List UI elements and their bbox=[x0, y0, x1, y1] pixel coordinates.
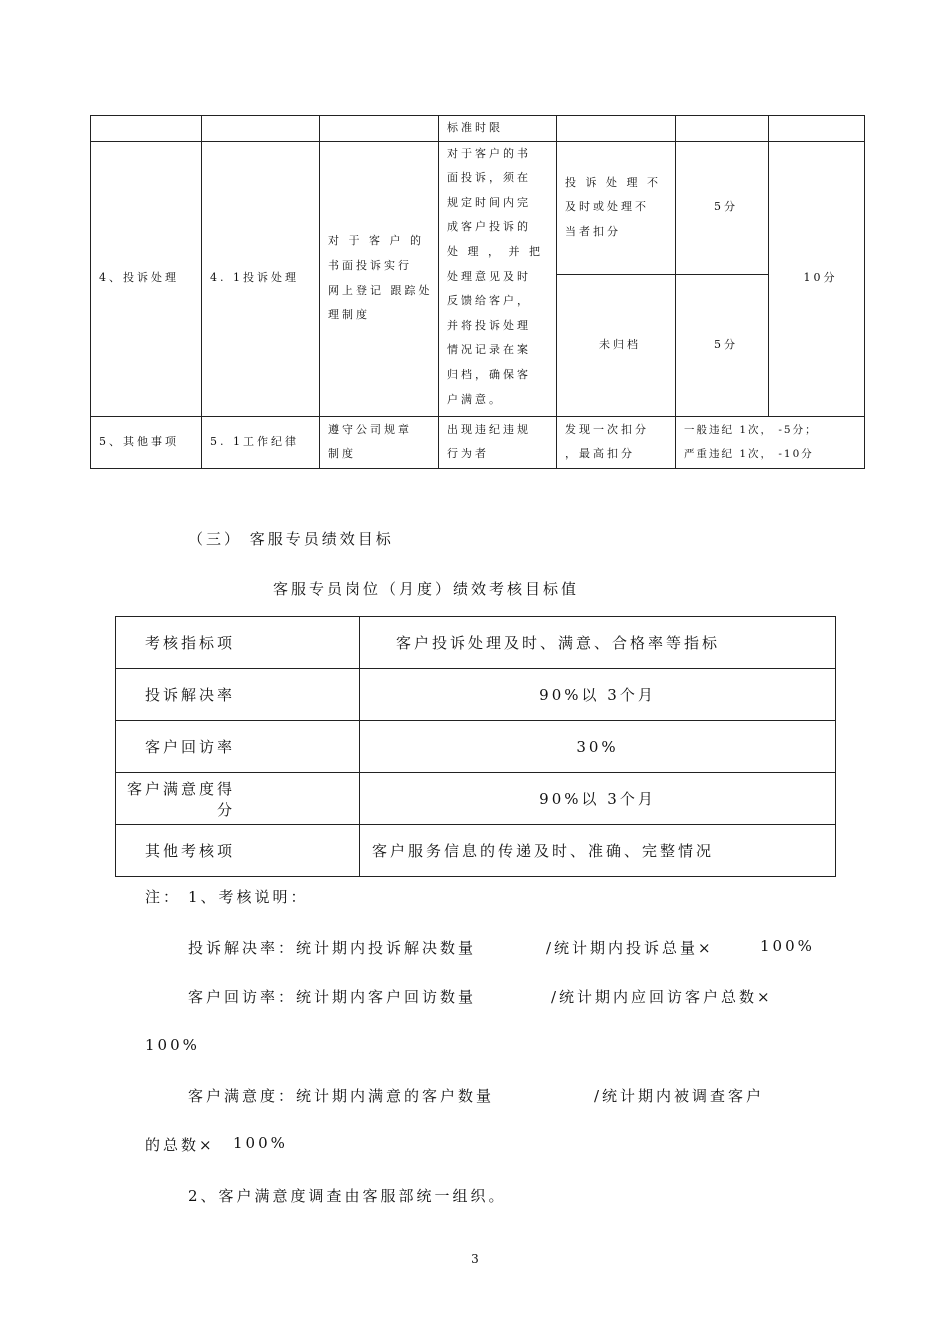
formula-satisfaction-cont: 的总数× bbox=[145, 1136, 215, 1154]
cell-penalty-serious: 严重违纪 1次， -10分 bbox=[684, 448, 814, 461]
criteria-table bbox=[90, 115, 865, 469]
table-row bbox=[91, 141, 865, 274]
formula-satisfaction-percent: 100% bbox=[233, 1134, 288, 1152]
cell-deduct-rule-b: 未归档 bbox=[599, 337, 641, 351]
table-row bbox=[91, 116, 865, 142]
formula-satisfaction-left: 客户满意度：统计期内满意的客户数量 bbox=[188, 1087, 495, 1105]
target-value: 90%以 3个月 bbox=[360, 773, 836, 825]
cell-deduct-discipline: 发现一次扣分 ，最高扣分 bbox=[565, 422, 649, 461]
formula-resolution-right: 100% bbox=[760, 937, 815, 955]
page-number: 3 bbox=[471, 1252, 479, 1266]
target-value: 90%以 3个月 bbox=[360, 669, 836, 721]
table-row bbox=[116, 617, 836, 669]
target-label: 投诉解决率 bbox=[116, 669, 360, 721]
note-item-1: 1、考核说明： bbox=[188, 888, 309, 906]
cell-total-score: 10分 bbox=[803, 271, 838, 285]
cell-score-a: 5分 bbox=[714, 200, 738, 214]
section-heading: （三） 客服专员绩效目标 bbox=[188, 530, 394, 548]
cell-standard-discipline: 出现违纪违规 行为者 bbox=[447, 422, 531, 461]
target-value: 客户服务信息的传递及时、准确、完整情况 bbox=[360, 825, 836, 877]
formula-revisit-mid: /统计期内应回访客户总数× bbox=[551, 988, 773, 1006]
table-row bbox=[91, 416, 865, 468]
table-row bbox=[116, 669, 836, 721]
target-label: 客户满意度得分 bbox=[116, 773, 360, 825]
formula-revisit-percent: 100% bbox=[145, 1036, 200, 1054]
formula-revisit-left: 客户回访率：统计期内客户回访数量 bbox=[188, 988, 477, 1006]
formula-resolution-mid: /统计期内投诉总量× bbox=[546, 939, 714, 957]
table-row bbox=[116, 721, 836, 773]
cell-penalty-normal: 一般违纪 1次， -5分； bbox=[684, 423, 818, 436]
target-label: 其他考核项 bbox=[116, 825, 360, 877]
cell-category-complaint: 4、投诉处理 bbox=[99, 271, 179, 285]
table-title: 客服专员岗位（月度）绩效考核目标值 bbox=[273, 580, 580, 598]
cell-standard-complaint: 对于客户的书 面投诉，须在 规定时间内完 成客户投诉的 处 理 ， 并 把 处理意见及时 反馈给客户， 并将投诉处理 情况记录在案 归档，确保客 户满意。 bbox=[447, 146, 543, 406]
target-label: 客户回访率 bbox=[116, 721, 360, 773]
cell-content-discipline: 遵守公司规章 制度 bbox=[328, 422, 412, 461]
note-label: 注： bbox=[145, 888, 182, 906]
formula-satisfaction-mid: /统计期内被调查客户 bbox=[594, 1087, 765, 1105]
target-value: 客户投诉处理及时、满意、合格率等指标 bbox=[360, 617, 836, 669]
cell-deduct-rule-a: 投 诉 处 理 不 及时或处理不 当者扣分 bbox=[565, 175, 661, 238]
cell-content-complaint: 对 于 客 户 的 书面投诉实行 网上登记 跟踪处 理制度 bbox=[328, 234, 433, 322]
cell-item-discipline: 5. 1工作纪律 bbox=[210, 434, 299, 448]
note-item-2: 2、客户满意度调查由客服部统一组织。 bbox=[188, 1187, 507, 1205]
table-row bbox=[116, 825, 836, 877]
table-row bbox=[116, 773, 836, 825]
target-label: 考核指标项 bbox=[116, 617, 360, 669]
cell-item-complaint: 4. 1投诉处理 bbox=[210, 271, 299, 285]
formula-resolution-left: 投诉解决率：统计期内投诉解决数量 bbox=[188, 939, 477, 957]
cell-category-other: 5、其他事项 bbox=[99, 434, 179, 448]
target-value: 30% bbox=[360, 721, 836, 773]
target-table bbox=[115, 616, 836, 877]
cell-standard-time: 标准时限 bbox=[447, 121, 503, 134]
cell-score-b: 5分 bbox=[714, 337, 738, 351]
